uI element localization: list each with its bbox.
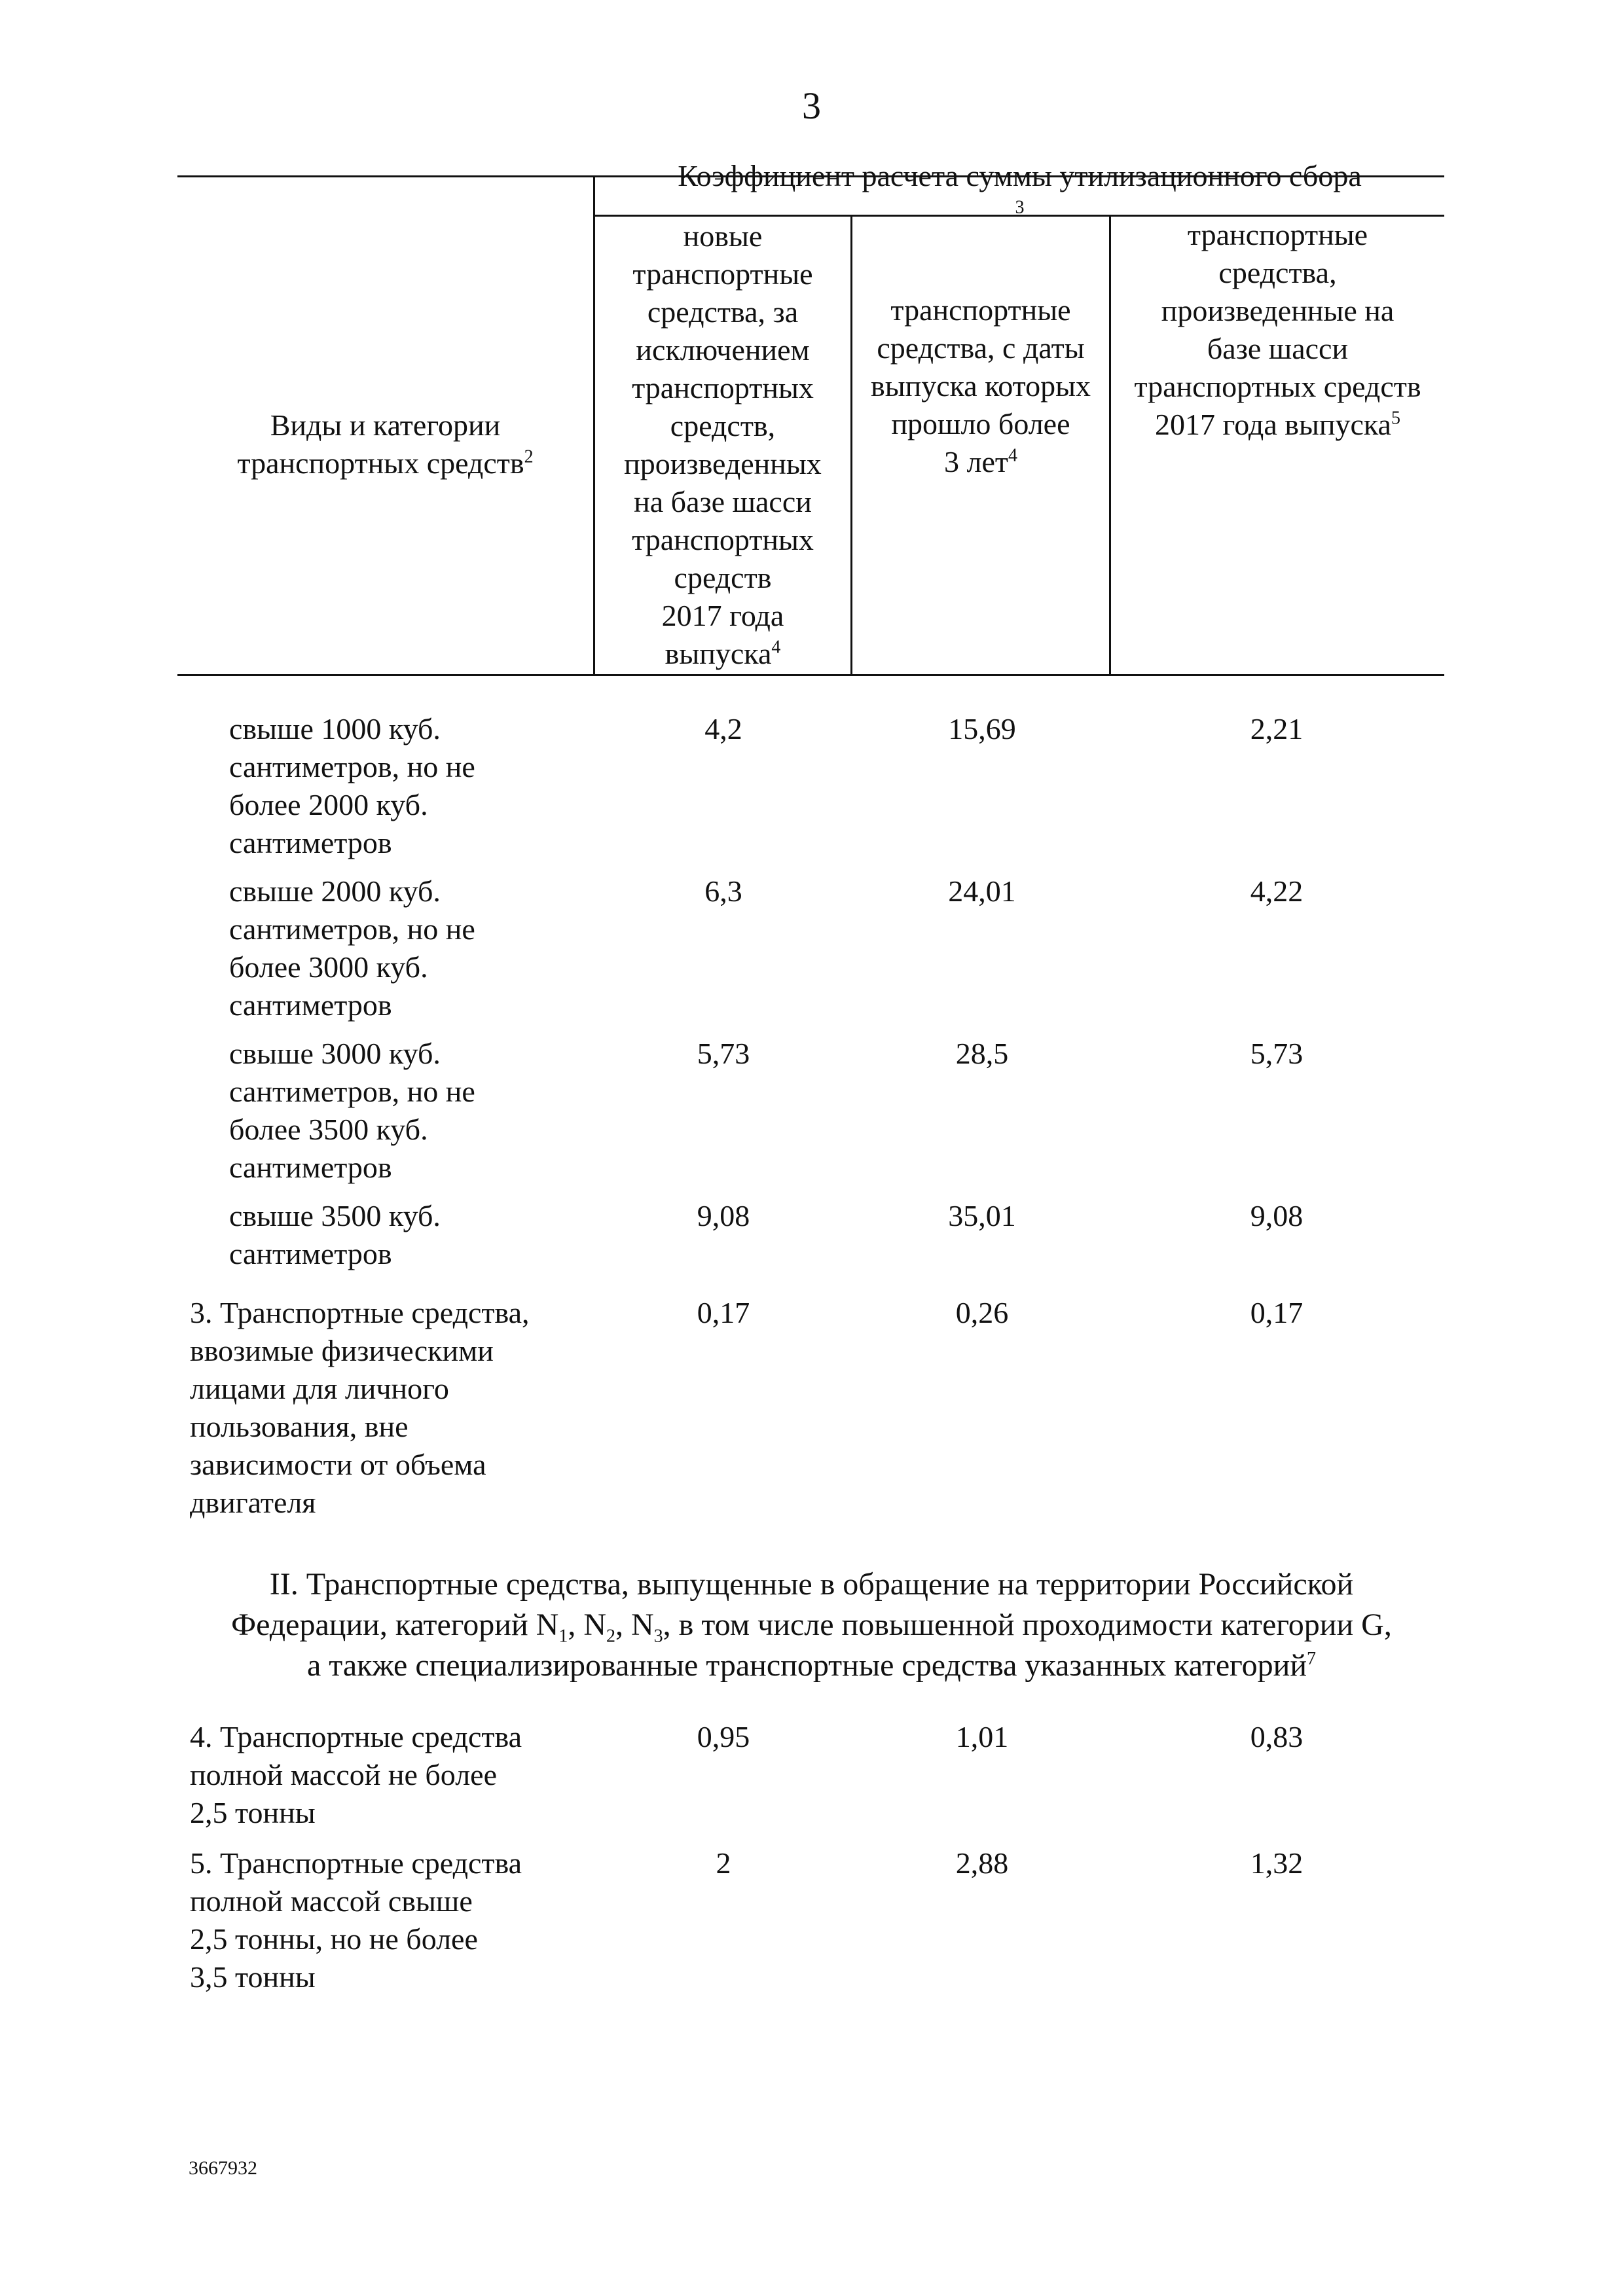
header-line: выпуска которых — [870, 369, 1091, 403]
header-line: Виды и категории — [270, 408, 501, 442]
value-aged: 0,26 — [955, 1296, 1009, 1329]
value-chassis: 1,32 — [1250, 1846, 1304, 1880]
value-new: 0,17 — [697, 1296, 750, 1329]
footnote-ref: 2 — [524, 446, 534, 467]
section-line-2: Федерации, категорий $N_1$, $N_2$, $N_3$, в том числе повышенной проходимости категории G, — [231, 1607, 1392, 1647]
value-new: 9,08 — [697, 1199, 750, 1232]
value-chassis: 9,08 — [1250, 1199, 1304, 1232]
row-label: 3. Транспортные средства, ввозимые физическими лицами для личного пользования, вне зависимости от объема двигателя — [190, 1296, 530, 1519]
coef-group-header — [595, 159, 1444, 218]
row-label: 4. Транспортные средства полной массой не более 2,5 тонны — [190, 1720, 522, 1829]
row-label: свыше 2000 куб. сантиметров, но не более 3000 куб. сантиметров — [229, 874, 475, 1022]
value-aged: 2,88 — [955, 1846, 1009, 1880]
header-bottom-rule — [177, 674, 1444, 676]
value-aged: 15,69 — [948, 712, 1016, 745]
table-header — [177, 159, 1444, 676]
header-line: транспортных — [632, 523, 814, 556]
header-line: 2017 года — [661, 599, 784, 632]
header-line: выпуска$^4$ — [665, 637, 781, 670]
header-line: транспортные — [1187, 218, 1368, 251]
value-chassis: 2,21 — [1250, 712, 1304, 745]
header-line: транспортных — [632, 371, 814, 404]
row-label: свыше 1000 куб. сантиметров, но не более 2000 куб. сантиметров — [229, 712, 475, 859]
header-line: средств, — [670, 409, 776, 442]
col-kind-text — [237, 406, 533, 482]
header-line: исключением — [636, 333, 810, 367]
header-line: на базе шасси — [634, 485, 812, 518]
document-id: 3667932 — [189, 2157, 257, 2179]
col-new-text — [624, 217, 822, 673]
value-chassis: 0,83 — [1250, 1720, 1304, 1753]
value-new: 5,73 — [697, 1037, 750, 1070]
header-line: базе шасси — [1207, 332, 1349, 365]
col-aged-text — [871, 291, 1091, 481]
value-aged: 24,01 — [948, 874, 1016, 908]
section-line-1: II. Транспортные средства, выпущенные в обращение на территории Российской — [269, 1567, 1354, 1602]
footnote-ref: 4 — [1008, 445, 1017, 466]
header-line: средства, за — [647, 295, 799, 329]
header-line: 3 лет$^4$ — [944, 445, 1017, 478]
value-aged: 35,01 — [948, 1199, 1016, 1232]
col-new-header — [595, 216, 850, 674]
section-heading — [131, 1564, 1492, 1686]
value-new: 0,95 — [697, 1720, 750, 1753]
header-line: произведенные на — [1161, 294, 1395, 327]
value-chassis: 4,22 — [1250, 874, 1304, 908]
header-line: средства, — [1218, 256, 1337, 289]
value-new: 2 — [716, 1846, 731, 1880]
header-line: транспортных средств — [1134, 370, 1421, 403]
header-line: 2017 года выпуска$^5$ — [1155, 408, 1400, 441]
header-line: транспортные — [632, 257, 813, 291]
header-line: транспортные — [890, 293, 1071, 327]
col-chassis-text — [1134, 216, 1421, 444]
footnote-ref: 4 — [771, 637, 781, 658]
section-line-3: а также специализированные транспортные средства указанных категорий$^7$ — [306, 1648, 1317, 1683]
value-chassis: 5,73 — [1250, 1037, 1304, 1070]
row-label: свыше 3500 куб. сантиметров — [229, 1199, 441, 1270]
coef-title-sup: 3 — [1015, 197, 1025, 218]
row-label: 5. Транспортные средства полной массой свыше 2,5 тонны, но не более 3,5 тонны — [190, 1846, 522, 1994]
header-line: транспортных средств$^2$ — [237, 446, 534, 480]
row-label: свыше 3000 куб. сантиметров, но не более 3500 куб. сантиметров — [229, 1037, 475, 1184]
value-aged: 28,5 — [955, 1037, 1009, 1070]
value-new: 4,2 — [704, 712, 742, 745]
footnote-ref: 5 — [1391, 408, 1400, 429]
col-aged-header — [852, 216, 1109, 556]
coef-title: Коэффициент расчета суммы утилизационного сбора — [678, 159, 1362, 192]
header-line: новые — [683, 219, 763, 253]
header-line: средств — [674, 561, 772, 594]
value-new: 6,3 — [704, 874, 742, 908]
header-line: прошло более — [891, 407, 1070, 440]
header-line: произведенных — [624, 447, 822, 480]
page-number: 3 — [802, 84, 821, 127]
header-line: средства, с даты — [877, 331, 1085, 365]
value-chassis: 0,17 — [1250, 1296, 1304, 1329]
col-chassis-header — [1111, 216, 1444, 497]
value-aged: 1,01 — [955, 1720, 1009, 1753]
col-kind-header — [177, 215, 593, 674]
